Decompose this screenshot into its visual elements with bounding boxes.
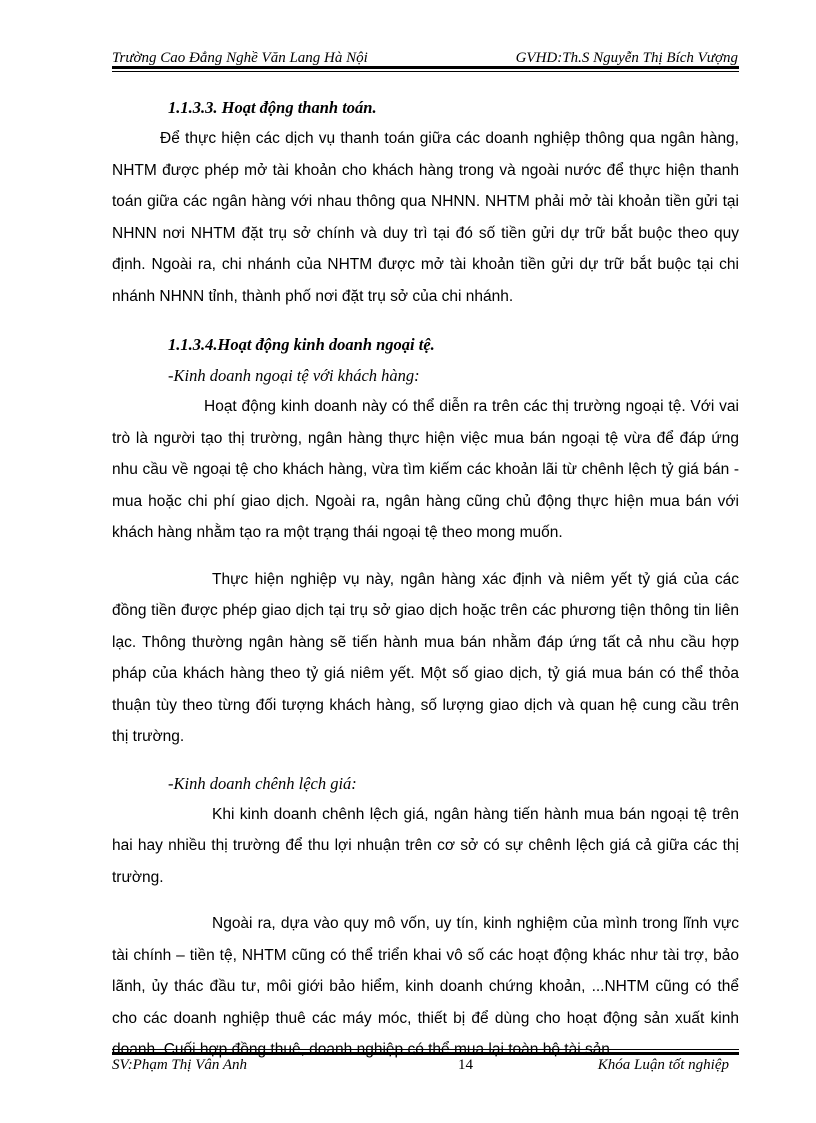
paragraph-forex-1: Hoạt động kinh doanh này có thể diễn ra trên các thị trường ngoại tệ. Với vai trò là người tạo thị trường, ngân hàng thực hiện việc mua bán ngoại tệ vừa để đáp ứng nhu cầu về ngoại tệ cho khách hàng, vừa tìm kiếm các khoản lãi từ chênh lệch tỷ giá bán - mua hoặc chi phí giao dịch. Ngoài ra, ngân hàng cũng chủ động thực hiện mua bán với khách hàng nhằm tạo ra một trạng thái ngoại tệ theo mong muốn. [112,398,739,541]
spacer [112,753,739,768]
page-number: 14 [458,1057,473,1073]
paragraph-payment: Để thực hiện các dịch vụ thanh toán giữa các doanh nghiệp thông qua ngân hàng, NHTM được phép mở tài khoản cho khách hàng trong và ngoài nước để thực hiện thanh toán giữa các ngân hàng với nhau thông qua NHNN. NHTM phải mở tài khoản tiền gửi tại NHNN nơi NHTM đặt trụ sở chính và duy trì tại đó số tiền gửi dự trữ bắt buộc theo quy định. Ngoài ra, chi nhánh của NHTM được mở tài khoản tiền gửi dự trữ bắt buộc tại chi nhánh NHNN tỉnh, thành phố nơi đặt trụ sở của chi nhánh. [112,130,739,305]
footer-rule-thick [112,1052,739,1055]
page-body [112,92,739,1066]
subheading-forex-customers: -Kinh doanh ngoại tệ với khách hàng: [168,366,420,385]
paragraph-other-activities: Ngoài ra, dựa vào quy mô vốn, uy tín, kinh nghiệm của mình trong lĩnh vực tài chính – tiền tệ, NHTM cũng có thể triển khai vô số các hoạt động khác như tài trợ, bảo lãnh, ủy thác đầu tư, môi giới bảo hiểm, kinh doanh chứng khoản, ...NHTM cũng có thể cho các doanh nghiệp thuê các máy móc, thiết bị để dùng cho hoạt động sản xuất kinh [112,915,739,1027]
header-rule-thick [112,66,739,69]
header-rule-thin [112,71,739,72]
footer-document-type: Khóa Luận tốt nghiệp [597,1057,729,1073]
section-heading-forex: 1.1.3.4.Hoạt động kinh doanh ngoại tệ. [168,335,435,354]
paragraph-forex-2: Thực hiện nghiệp vụ này, ngân hàng xác định và niêm yết tỷ giá của các đồng tiền được phép giao dịch tại trụ sở giao dịch hoặc trên các phương tiện thông tin liên lạc. Thông thường ngân hàng sẽ tiến hành mua bán nhằm đáp ứng tất cả nhu cầu hợp pháp của khách hàng theo tỷ giá niêm yết. Một số giao dịch, tỷ giá mua bán có thể thỏa thuận tùy theo từng đối tượng khách hàng, số lượng giao dịch và quan hệ cung cầu trên thị trường. [112,570,739,745]
header-school: Trường Cao Đẳng Nghề Văn Lang Hà Nội [112,50,368,66]
section-heading-payment: 1.1.3.3. Hoạt động thanh toán. [168,98,377,117]
footer-rule-thin [112,1049,739,1050]
spacer [112,549,739,564]
spacer [112,312,739,329]
subheading-arbitrage: -Kinh doanh chênh lệch giá: [168,773,357,793]
footer-student: SV:Phạm Thị Vân Anh [112,1057,247,1073]
header-supervisor: GVHD:Th.S Nguyễn Thị Bích Vượng [515,50,738,66]
paragraph-arbitrage: Khi kinh doanh chênh lệch giá, ngân hàng tiến hành mua bán ngoại tệ trên hai hay nhiều thị trường để thu lợi nhuận trên cơ sở có sự chênh lệch giá cả giữa các thị trường. [112,805,739,886]
spacer [112,893,739,908]
